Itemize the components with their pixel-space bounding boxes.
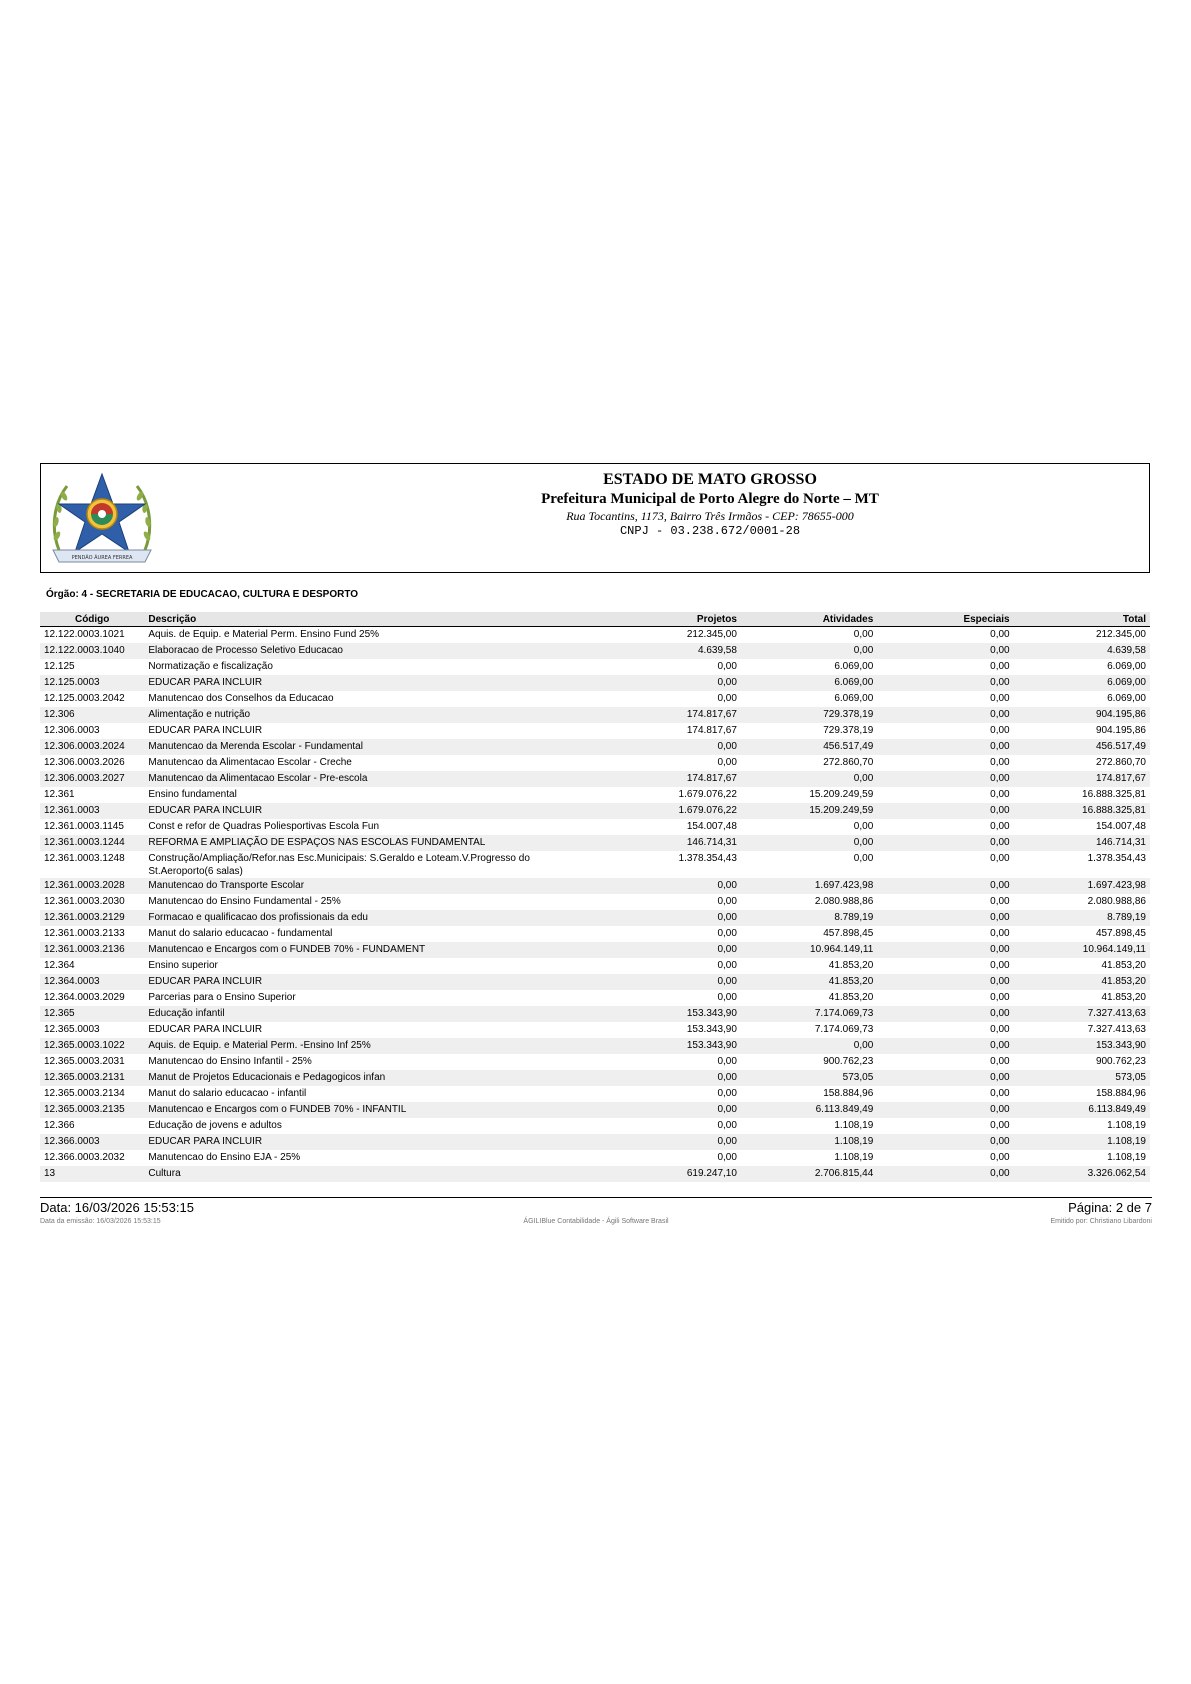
cell-especiais: 0,00 <box>877 643 1013 659</box>
cell-descricao: Manutencao da Alimentacao Escolar - Creche <box>148 757 352 768</box>
cell-projetos: 153.343,90 <box>595 1006 741 1022</box>
cell-atividades: 6.069,00 <box>834 693 874 704</box>
cell-atividades: 6.069,00 <box>741 675 877 691</box>
cell-atividades: 6.113.849,49 <box>741 1102 877 1118</box>
header-descricao: Descrição <box>144 612 595 627</box>
cell-atividades: 6.069,00 <box>834 661 874 672</box>
cell-especiais: 0,00 <box>877 942 1013 958</box>
cell-codigo: 12.365.0003.2134 <box>44 1088 125 1099</box>
cell-projetos: 0,00 <box>717 960 737 971</box>
cell-projetos: 0,00 <box>595 1102 741 1118</box>
cell-atividades: 0,00 <box>741 643 877 659</box>
cell-especiais: 0,00 <box>990 1152 1010 1163</box>
table-header-row <box>40 612 1150 627</box>
cell-descricao: Manut do salario educacao - fundamental <box>148 928 333 939</box>
cell-projetos: 174.817,67 <box>595 707 741 723</box>
state-title: ESTADO DE MATO GROSSO <box>603 471 817 488</box>
header-text <box>41 470 1149 539</box>
cell-atividades: 729.378,19 <box>823 725 874 736</box>
cell-descricao: Manutencao do Ensino Infantil - 25% <box>148 1056 312 1067</box>
cell-projetos: 1.378.354,43 <box>678 853 737 864</box>
cell-codigo: 12.366.0003.2032 <box>44 1152 125 1163</box>
cell-projetos: 0,00 <box>717 1056 737 1067</box>
cell-total: 154.007,48 <box>1095 821 1146 832</box>
cell-projetos: 0,00 <box>595 739 741 755</box>
cell-total: 904.195,86 <box>1014 707 1150 723</box>
cell-atividades: 573,05 <box>741 1070 877 1086</box>
table-row <box>40 739 1150 755</box>
cell-total: 573,05 <box>1014 1070 1150 1086</box>
table-row <box>40 1054 1150 1070</box>
cell-total: 1.108,19 <box>1107 1152 1146 1163</box>
cell-projetos: 0,00 <box>595 675 741 691</box>
cell-total: 456.517,49 <box>1014 739 1150 755</box>
table-row <box>40 755 1150 771</box>
cell-atividades: 41.853,20 <box>828 960 874 971</box>
cell-atividades: 15.209.249,59 <box>809 789 874 800</box>
cell-codigo: 12.366 <box>44 1120 75 1131</box>
cell-especiais: 0,00 <box>990 661 1010 672</box>
table-row <box>40 878 1150 894</box>
cell-descricao: EDUCAR PARA INCLUIR <box>144 1134 595 1150</box>
cell-atividades: 457.898,45 <box>823 928 874 939</box>
cell-descricao: Manutencao da Merenda Escolar - Fundamental <box>144 739 595 755</box>
table-row <box>40 1022 1150 1038</box>
cell-codigo: 12.364.0003 <box>40 974 144 990</box>
table-row <box>40 926 1150 942</box>
cell-total: 900.762,23 <box>1095 1056 1146 1067</box>
cell-atividades: 456.517,49 <box>741 739 877 755</box>
cell-codigo: 12.361.0003.1248 <box>44 853 125 864</box>
table-row <box>40 787 1150 803</box>
cell-especiais: 0,00 <box>990 1024 1010 1035</box>
table-row <box>40 1134 1150 1150</box>
cell-codigo: 12.122.0003.1021 <box>44 629 125 640</box>
table-row <box>40 803 1150 819</box>
table-row <box>40 910 1150 926</box>
prefeitura-title: Prefeitura Municipal de Porto Alegre do Norte – MT <box>541 491 879 507</box>
cell-codigo: 12.361.0003.1145 <box>44 821 124 832</box>
cell-atividades: 2.706.815,44 <box>741 1166 877 1182</box>
cnpj-text: CNPJ - 03.238.672/0001-28 <box>619 524 801 538</box>
cell-especiais: 0,00 <box>990 896 1010 907</box>
cell-descricao: Ensino superior <box>148 960 218 971</box>
cell-codigo: 12.361.0003.2133 <box>44 928 125 939</box>
cell-descricao: Manutencao da Alimentacao Escolar - Pre-escola <box>144 771 595 787</box>
cell-especiais: 0,00 <box>990 821 1010 832</box>
cell-projetos: 0,00 <box>717 1088 737 1099</box>
cell-especiais: 0,00 <box>877 974 1013 990</box>
cell-codigo: 12.365.0003.2135 <box>40 1102 144 1118</box>
cell-especiais: 0,00 <box>990 992 1010 1003</box>
cell-total: 1.108,19 <box>1107 1120 1146 1131</box>
cell-especiais: 0,00 <box>877 1038 1013 1054</box>
cell-descricao: Const e refor de Quadras Poliesportivas Escola Fun <box>148 821 380 832</box>
cell-total: 4.639,58 <box>1014 643 1150 659</box>
footer-page-number: Página: 2 de 7 <box>1068 1200 1152 1215</box>
cell-codigo: 12.361.0003.2028 <box>40 878 144 894</box>
cell-descricao: EDUCAR PARA INCLUIR <box>144 675 595 691</box>
cell-total: 16.888.325,81 <box>1082 789 1146 800</box>
header-projetos: Projetos <box>595 612 741 627</box>
cell-projetos: 212.345,00 <box>686 629 737 640</box>
table-row <box>40 1118 1150 1134</box>
table-row <box>40 707 1150 723</box>
cell-total: 41.853,20 <box>1101 992 1146 1003</box>
cell-total: 146.714,31 <box>1014 835 1150 851</box>
cell-atividades: 0,00 <box>741 771 877 787</box>
cell-especiais: 0,00 <box>990 960 1010 971</box>
cell-projetos: 174.817,67 <box>595 771 741 787</box>
cell-atividades: 900.762,23 <box>823 1056 874 1067</box>
table-row <box>40 723 1150 739</box>
cell-codigo: 12.364.0003.2029 <box>44 992 125 1003</box>
cell-descricao: EDUCAR PARA INCLUIR <box>144 803 595 819</box>
footer-emission-date: Data da emissão: 16/03/2026 15:53:15 <box>40 1218 161 1225</box>
header-codigo: Código <box>40 612 144 627</box>
table-row <box>40 1006 1150 1022</box>
cell-projetos: 174.817,67 <box>686 725 737 736</box>
cell-atividades: 10.964.149,11 <box>741 942 877 958</box>
cell-total: 6.069,00 <box>1107 661 1146 672</box>
cell-atividades: 1.108,19 <box>834 1152 874 1163</box>
cell-codigo: 12.366.0003 <box>40 1134 144 1150</box>
cell-total: 41.853,20 <box>1101 960 1146 971</box>
cell-descricao: Aquis. de Equip. e Material Perm. -Ensino Inf 25% <box>144 1038 595 1054</box>
cell-especiais: 0,00 <box>990 789 1010 800</box>
cell-projetos: 1.679.076,22 <box>595 803 741 819</box>
cell-descricao: Alimentação e nutrição <box>144 707 595 723</box>
cell-especiais: 0,00 <box>990 1120 1010 1131</box>
table-row <box>40 627 1150 644</box>
cell-codigo: 12.365.0003.1022 <box>40 1038 144 1054</box>
cell-atividades: 272.860,70 <box>823 757 874 768</box>
cell-codigo: 12.364 <box>44 960 75 971</box>
cell-total: 158.884,96 <box>1095 1088 1146 1099</box>
cell-projetos: 0,00 <box>717 992 737 1003</box>
cell-codigo: 12.122.0003.1040 <box>40 643 144 659</box>
cell-codigo: 12.361.0003.2136 <box>40 942 144 958</box>
cell-total: 6.069,00 <box>1107 693 1146 704</box>
cell-especiais: 0,00 <box>877 803 1013 819</box>
cell-descricao: Ensino fundamental <box>148 789 237 800</box>
cell-total: 457.898,45 <box>1095 928 1146 939</box>
table-row <box>40 643 1150 659</box>
table-row <box>40 659 1150 675</box>
cell-total: 41.853,20 <box>1014 974 1150 990</box>
cell-codigo: 12.306.0003.2024 <box>40 739 144 755</box>
report-page <box>40 463 1152 1232</box>
cell-codigo: 12.125.0003 <box>40 675 144 691</box>
cell-especiais: 0,00 <box>877 835 1013 851</box>
cell-total: 16.888.325,81 <box>1014 803 1150 819</box>
cell-descricao: Elaboracao de Processo Seletivo Educacao <box>144 643 595 659</box>
cell-especiais: 0,00 <box>990 928 1010 939</box>
address-text: Rua Tocantins, 1173, Bairro Três Irmãos - CEP: 78655-000 <box>566 509 854 523</box>
cell-codigo: 12.361.0003.2030 <box>44 896 125 907</box>
cell-total: 904.195,86 <box>1095 725 1146 736</box>
cell-total: 10.964.149,11 <box>1014 942 1150 958</box>
cell-descricao: Formacao e qualificacao dos profissionais da edu <box>144 910 595 926</box>
cell-especiais: 0,00 <box>877 1166 1013 1182</box>
table-row <box>40 771 1150 787</box>
cell-atividades: 0,00 <box>853 853 874 864</box>
table-row <box>40 1070 1150 1086</box>
cell-projetos: 0,00 <box>595 1070 741 1086</box>
cell-total: 153.343,90 <box>1014 1038 1150 1054</box>
cell-especiais: 0,00 <box>990 629 1010 640</box>
cell-especiais: 0,00 <box>877 771 1013 787</box>
cell-descricao: Manutencao dos Conselhos da Educacao <box>148 693 334 704</box>
cell-descricao: Educação de jovens e adultos <box>148 1120 282 1131</box>
cell-descricao: EDUCAR PARA INCLUIR <box>144 974 595 990</box>
cell-total: 3.326.062,54 <box>1014 1166 1150 1182</box>
cell-descricao: Manutencao e Encargos com o FUNDEB 70% - INFANTIL <box>144 1102 595 1118</box>
cell-especiais: 0,00 <box>990 725 1010 736</box>
table-row <box>40 942 1150 958</box>
cell-descricao: Aquis. de Equip. e Material Perm. Ensino Fund 25% <box>148 629 380 640</box>
table-row <box>40 675 1150 691</box>
cell-especiais: 0,00 <box>990 1056 1010 1067</box>
cell-projetos: 0,00 <box>595 974 741 990</box>
table-row <box>40 1166 1150 1182</box>
table-row <box>40 1102 1150 1118</box>
cell-descricao: Educação infantil <box>144 1006 595 1022</box>
cell-atividades: 1.108,19 <box>834 1120 874 1131</box>
table-row <box>40 851 1150 878</box>
table-row <box>40 819 1150 835</box>
cell-codigo: 12.125.0003.2042 <box>44 693 125 704</box>
cell-total: 8.789,19 <box>1014 910 1150 926</box>
cell-codigo: 12.306.0003 <box>44 725 100 736</box>
cell-total: 2.080.988,86 <box>1087 896 1146 907</box>
cell-descricao: Manutencao do Ensino Fundamental - 25% <box>148 896 341 907</box>
cell-atividades: 1.697.423,98 <box>741 878 877 894</box>
cell-especiais: 0,00 <box>990 757 1010 768</box>
cell-projetos: 4.639,58 <box>595 643 741 659</box>
cell-especiais: 0,00 <box>877 878 1013 894</box>
table-row <box>40 1150 1150 1166</box>
cell-especiais: 0,00 <box>877 739 1013 755</box>
cell-atividades: 729.378,19 <box>741 707 877 723</box>
cell-total: 1.108,19 <box>1014 1134 1150 1150</box>
cell-especiais: 0,00 <box>990 1088 1010 1099</box>
footer-software: ÁGILIBlue Contabilidade - Ágili Software Brasil <box>523 1218 669 1225</box>
cell-atividades: 0,00 <box>741 1038 877 1054</box>
cell-projetos: 154.007,48 <box>686 821 737 832</box>
cell-descricao: Manut do salario educacao - infantil <box>148 1088 307 1099</box>
header-total: Total <box>1014 612 1150 627</box>
cell-atividades: 41.853,20 <box>741 974 877 990</box>
cell-descricao: Construção/Ampliação/Refor.nas Esc.Municipais: S.Geraldo e Loteam.V.Progresso do St.Aeroporto(6 salas) <box>148 853 530 877</box>
cell-projetos: 0,00 <box>717 928 737 939</box>
cell-codigo: 12.306 <box>40 707 144 723</box>
footer-date: Data: 16/03/2026 15:53:15 <box>40 1200 194 1215</box>
cell-projetos: 0,00 <box>717 661 737 672</box>
cell-projetos: 1.679.076,22 <box>678 789 737 800</box>
header-especiais: Especiais <box>877 612 1013 627</box>
header-atividades: Atividades <box>741 612 877 627</box>
cell-codigo: 12.361.0003.1244 <box>40 835 144 851</box>
cell-especiais: 0,00 <box>877 1102 1013 1118</box>
cell-descricao: Parcerias para o Ensino Superior <box>148 992 296 1003</box>
cell-especiais: 0,00 <box>990 853 1010 864</box>
cell-total: 6.069,00 <box>1014 675 1150 691</box>
cell-atividades: 41.853,20 <box>828 992 874 1003</box>
cell-descricao: EDUCAR PARA INCLUIR <box>148 725 263 736</box>
report-footer <box>40 1197 1152 1232</box>
cell-atividades: 7.174.069,73 <box>741 1006 877 1022</box>
cell-projetos: 0,00 <box>595 910 741 926</box>
cell-codigo: 13 <box>40 1166 144 1182</box>
cell-total: 272.860,70 <box>1095 757 1146 768</box>
cell-projetos: 0,00 <box>717 1152 737 1163</box>
cell-total: 174.817,67 <box>1014 771 1150 787</box>
table-row <box>40 691 1150 707</box>
cell-atividades: 2.080.988,86 <box>814 896 874 907</box>
cell-projetos: 153.343,90 <box>595 1038 741 1054</box>
cell-projetos: 0,00 <box>717 1120 737 1131</box>
cell-projetos: 0,00 <box>595 942 741 958</box>
cell-projetos: 146.714,31 <box>595 835 741 851</box>
orgao-title: Órgão: 4 - SECRETARIA DE EDUCACAO, CULTURA E DESPORTO <box>46 589 359 600</box>
cell-codigo: 12.361.0003.2129 <box>40 910 144 926</box>
cell-descricao: Manutencao do Ensino EJA - 25% <box>148 1152 301 1163</box>
cell-codigo: 12.361.0003 <box>40 803 144 819</box>
cell-descricao: Manut de Projetos Educacionais e Pedagogicos infan <box>144 1070 595 1086</box>
cell-atividades: 15.209.249,59 <box>741 803 877 819</box>
logo-motto-text: PENDÃO ÁUREA FERREA <box>71 555 133 561</box>
table-row <box>40 974 1150 990</box>
table-row <box>40 894 1150 910</box>
cell-projetos: 619.247,10 <box>595 1166 741 1182</box>
cell-descricao: Normatização e fiscalização <box>148 661 273 672</box>
cell-total: 7.327.413,63 <box>1087 1024 1146 1035</box>
cell-projetos: 0,00 <box>717 693 737 704</box>
cell-codigo: 12.365.0003.2131 <box>40 1070 144 1086</box>
cell-atividades: 0,00 <box>853 629 874 640</box>
cell-descricao: REFORMA E AMPLIAÇÃO DE ESPAÇOS NAS ESCOLAS FUNDAMENTAL <box>144 835 595 851</box>
cell-codigo: 12.306.0003.2027 <box>40 771 144 787</box>
table-row <box>40 1038 1150 1054</box>
cell-total: 212.345,00 <box>1095 629 1146 640</box>
table-row <box>40 990 1150 1006</box>
cell-especiais: 0,00 <box>877 675 1013 691</box>
table-row <box>40 835 1150 851</box>
cell-descricao: Manutencao do Transporte Escolar <box>144 878 595 894</box>
cell-total: 7.327.413,63 <box>1014 1006 1150 1022</box>
cell-atividades: 8.789,19 <box>741 910 877 926</box>
cell-total: 6.113.849,49 <box>1014 1102 1150 1118</box>
footer-issued-by: Emitido por: Christiano Libardoni <box>1050 1218 1152 1225</box>
cell-descricao: Cultura <box>144 1166 595 1182</box>
cell-atividades: 0,00 <box>853 821 874 832</box>
cell-atividades: 7.174.069,73 <box>814 1024 874 1035</box>
table-row <box>40 958 1150 974</box>
cell-projetos: 0,00 <box>595 878 741 894</box>
cell-codigo: 12.361 <box>44 789 75 800</box>
cell-descricao: EDUCAR PARA INCLUIR <box>148 1024 263 1035</box>
cell-codigo: 12.125 <box>44 661 75 672</box>
cell-especiais: 0,00 <box>877 1070 1013 1086</box>
cell-descricao: Manutencao e Encargos com o FUNDEB 70% - FUNDAMENT <box>144 942 595 958</box>
cell-atividades: 158.884,96 <box>823 1088 874 1099</box>
cell-especiais: 0,00 <box>877 1134 1013 1150</box>
report-header <box>40 463 1150 573</box>
cell-total: 1.378.354,43 <box>1087 853 1146 864</box>
cell-projetos: 0,00 <box>595 1134 741 1150</box>
cell-projetos: 0,00 <box>717 757 737 768</box>
cell-total: 1.697.423,98 <box>1014 878 1150 894</box>
cell-especiais: 0,00 <box>877 910 1013 926</box>
cell-codigo: 12.306.0003.2026 <box>44 757 125 768</box>
cell-especiais: 0,00 <box>877 707 1013 723</box>
table-row <box>40 1086 1150 1102</box>
cell-especiais: 0,00 <box>990 693 1010 704</box>
cell-projetos: 0,00 <box>717 896 737 907</box>
cell-codigo: 12.365.0003.2031 <box>44 1056 125 1067</box>
cell-atividades: 0,00 <box>741 835 877 851</box>
table-body <box>40 627 1150 1183</box>
cell-projetos: 153.343,90 <box>686 1024 737 1035</box>
cell-codigo: 12.365.0003 <box>44 1024 100 1035</box>
cell-codigo: 12.365 <box>40 1006 144 1022</box>
budget-table <box>40 612 1150 1182</box>
cell-especiais: 0,00 <box>877 1006 1013 1022</box>
cell-atividades: 1.108,19 <box>741 1134 877 1150</box>
